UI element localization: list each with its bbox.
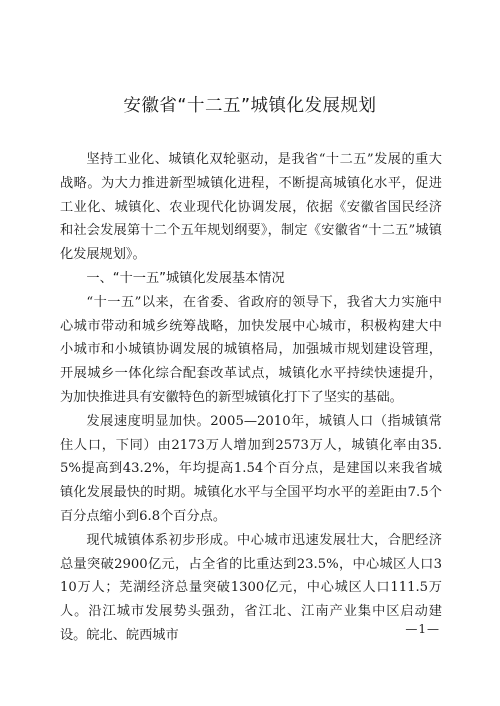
document-body — [60, 148, 442, 648]
urban-system-paragraph: 现代城镇体系初步形成。中心城市迅速发展壮大，合肥经济总量突破2900亿元，占全省的比重达到23.5%，中心城区人口310万人；芜湖经济总量突破1300亿元，中心城区人口111.5万人。沿江城市发展势头强劲，省江北、江南产业集中区启动建设。皖北、皖西城市 — [60, 532, 442, 643]
section-heading: 一、“十一五”城镇化发展基本情况 — [86, 270, 285, 286]
page-number: —1— — [405, 622, 440, 636]
overview-paragraph: “十一五”以来，在省委、省政府的领导下，我省大力实施中心城市带动和城乡统筹战略，加快发展中心城市，积极构建大中小城市和小城镇协调发展的城镇格局，加强城市规划建设管理，开展城乡一体化综合配套改革试点，城镇化水平持续快速提升，为加快推进具有安徽特色的新型城镇化打下了坚实的基础。 — [60, 294, 442, 405]
intro-paragraph: 坚持工业化、城镇化双轮驱动，是我省“十二五”发展的重大战略。为大力推进新型城镇化进程，不断提高城镇化水平，促进工业化、城镇化、农业现代化协调发展，依据《安徽省国民经济和社会发展第十二个五年规划纲要》，制定《安徽省“十二五”城镇化发展规划》。 — [60, 152, 442, 263]
document-title: 安徽省“十二五”城镇化发展规划 — [123, 96, 377, 116]
growth-paragraph: 发展速度明显加快。2005—2010年，城镇人口（指城镇常住人口，下同）由2173万人增加到2573万人，城镇化率由35.5%提高到43.2%，年均提高1.54个百分点，是建国以来我省城镇化发展最快的时期。城镇化水平与全国平均水平的差距由7.5个百分点缩小到6.8个百分点。 — [60, 413, 442, 524]
